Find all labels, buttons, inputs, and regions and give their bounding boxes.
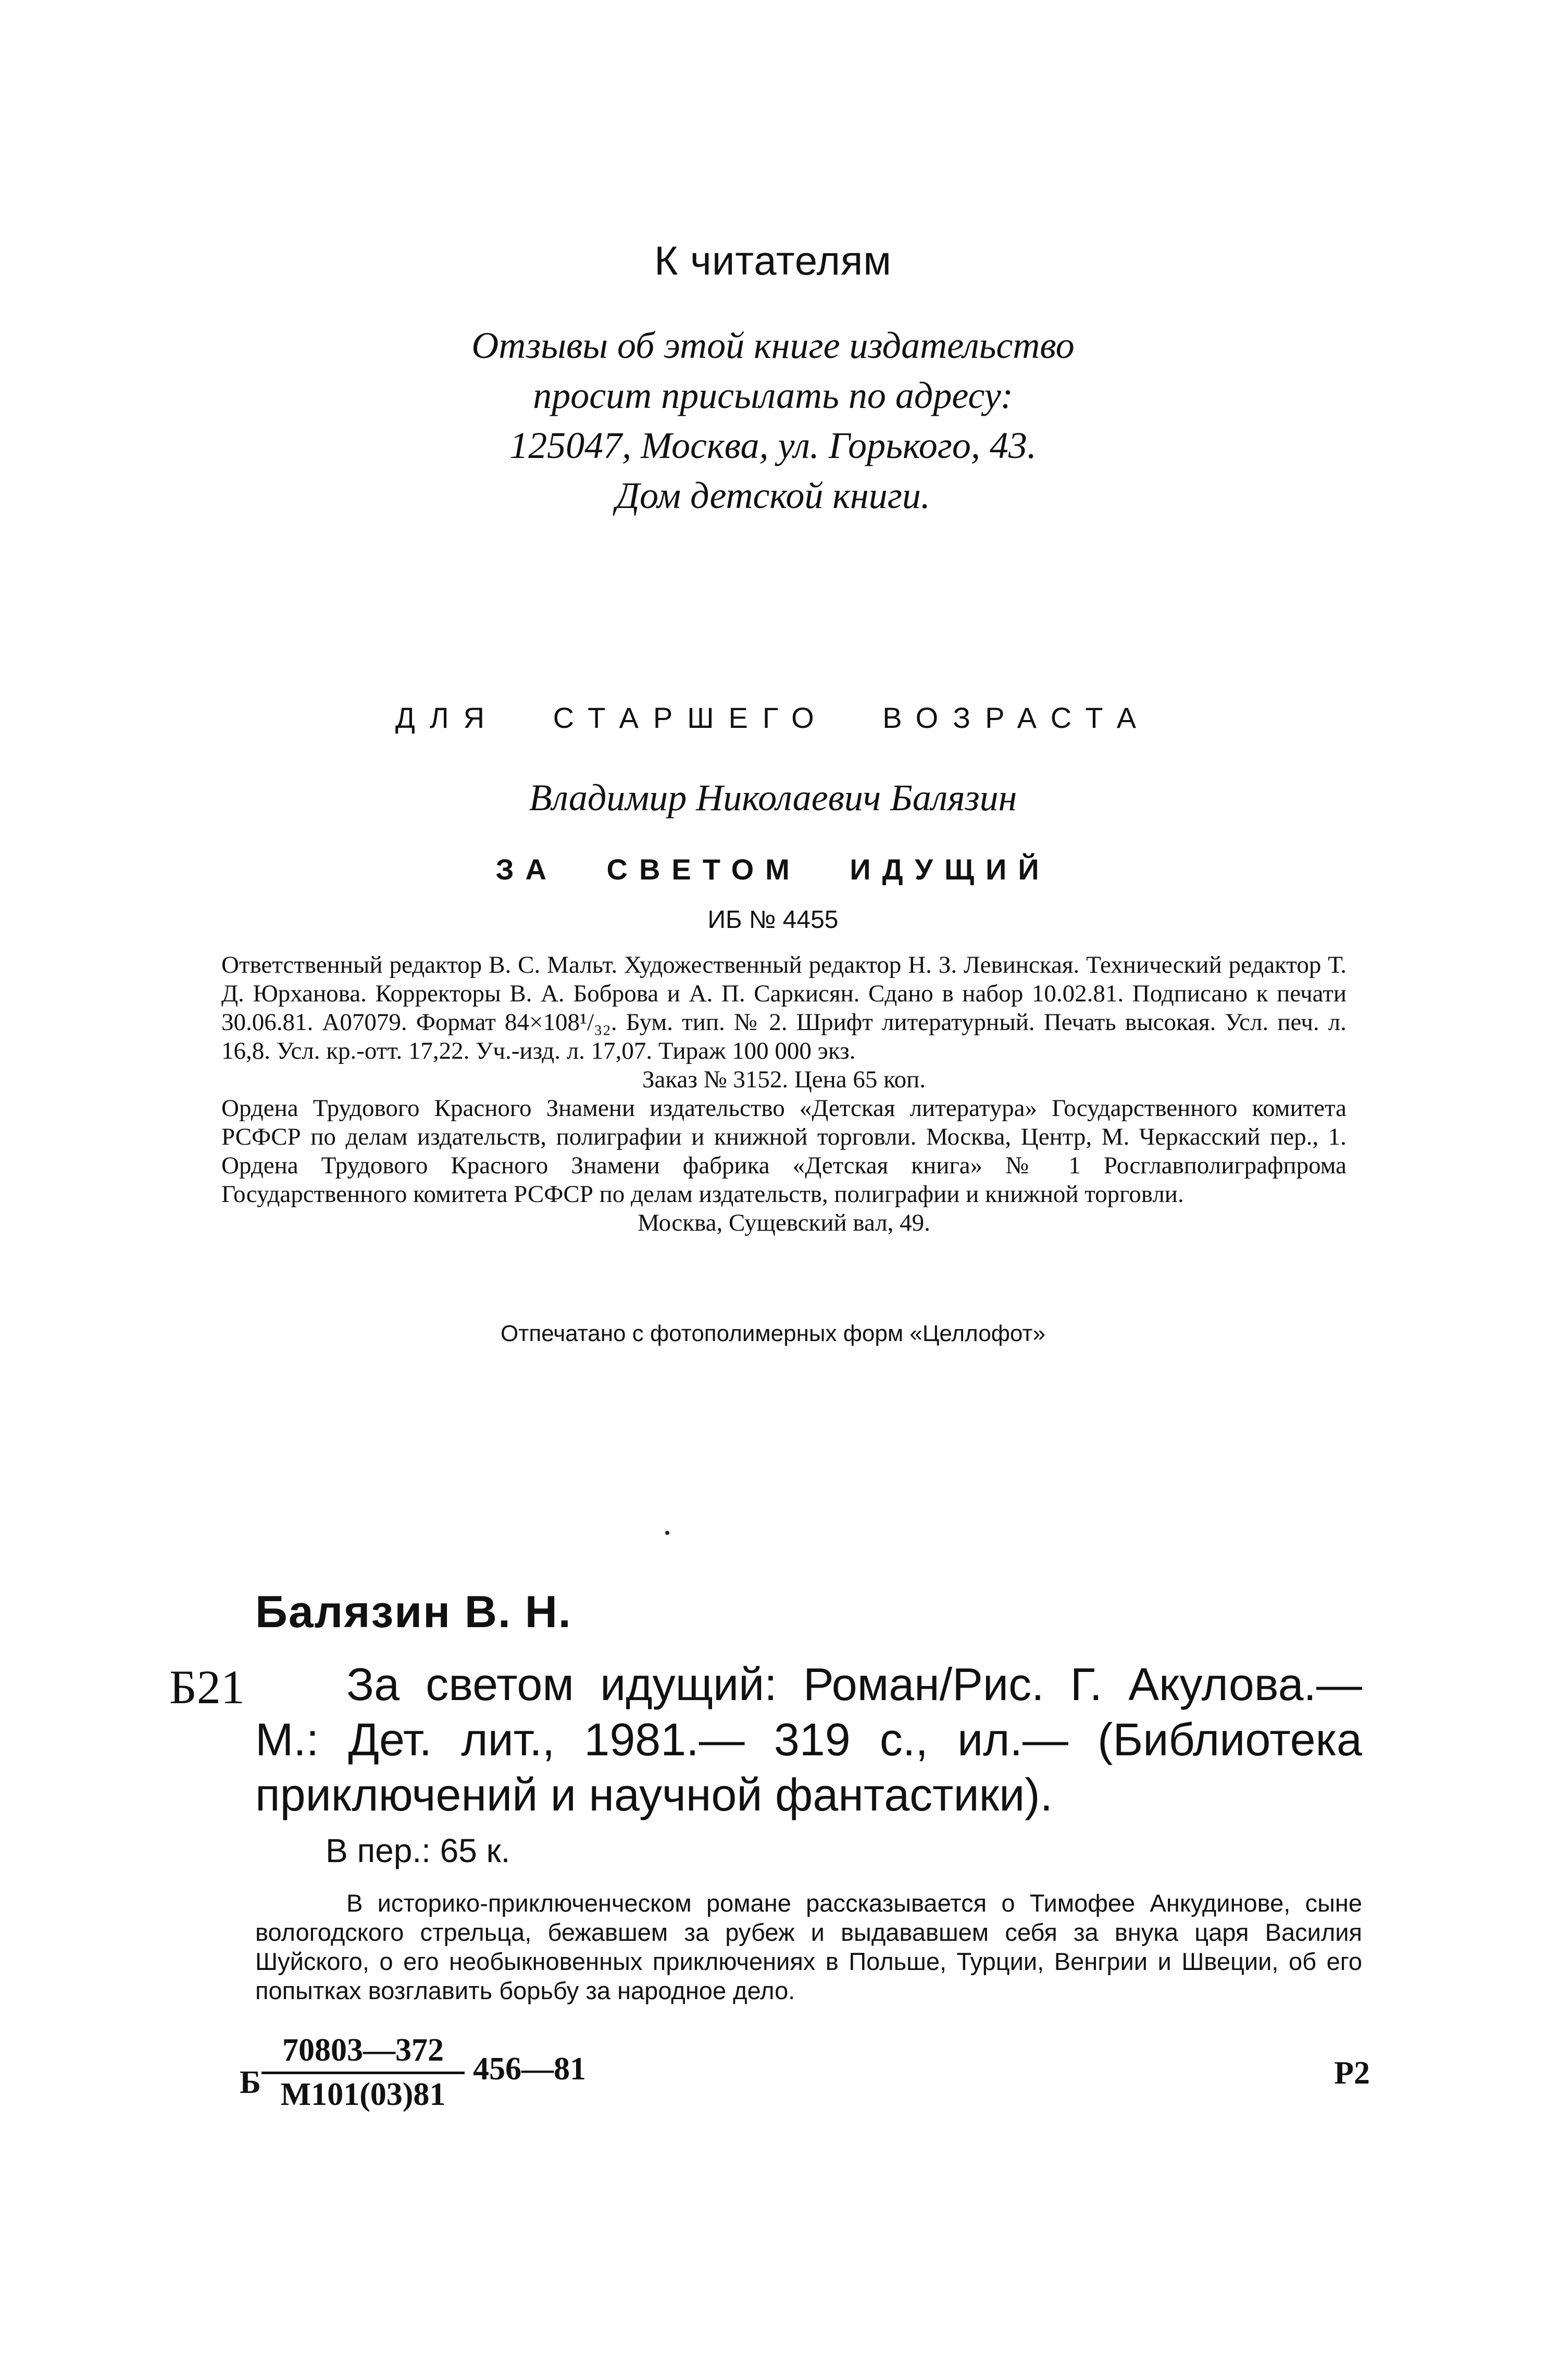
formula-code: 456—81 <box>473 2051 586 2087</box>
catalog-price: В пер.: 65 к. <box>326 1832 510 1869</box>
index-formula <box>240 2032 1370 2136</box>
catalog-index: Б21 <box>169 1660 245 1714</box>
imprint-staff: Ответственный редактор В. С. Мальт. Художественный редактор Н. З. Левинская. Технический редактор Т. Д. Юрханова. Корректоры В. А. Боброва и А. П. Саркисян. Сдано в набор 10.02.81. Подписано к печати 30.06.81. А07079. Формат 84×108¹/₃₂. Бум. тип. № 2. Шрифт литературный. Печать высокая. Усл. печ. л. 16,8. Усл. кр.-отт. 17,22. Уч.-изд. л. 17,07. Тираж 100 000 экз. <box>221 951 1346 1064</box>
ib-number: ИБ № 4455 <box>707 906 839 934</box>
formula-fraction <box>261 2032 465 2113</box>
book-title: ЗА СВЕТОМ ИДУЩИЙ <box>495 853 1051 886</box>
catalog-entry: За светом идущий: Роман/Рис. Г. Акулова.— М.: Дет. лит., 1981.— 319 с., ил.— (Библиотека приключений и научной фантастики). <box>255 1658 1362 1820</box>
catalog-annotation: В историко-приключенческом романе рассказывается о Тимофее Анкудинове, сыне вологодского стрельца, бежавшем за рубеж и выдававшем себя за внука царя Василия Шуйского, о его необыкновенных приключениях в Польше, Турции, Венгрии и Швеции, об его попытках возглавить борьбу за народное дело. <box>255 1889 1362 2004</box>
readers-title: К читателям <box>654 238 892 283</box>
age-group-label: ДЛЯ СТАРШЕГО ВОЗРАСТА <box>395 701 1151 734</box>
imprint-address: Москва, Сущевский вал, 49. <box>638 1209 930 1236</box>
readers-notice-line: 125047, Москва, ул. Горького, 43. <box>509 425 1037 466</box>
fraction-bar <box>261 2072 465 2074</box>
formula-classification: Р2 <box>1334 2055 1370 2091</box>
readers-notice-line: Дом детской книги. <box>616 475 930 516</box>
imprint-publisher: Ордена Трудового Красного Знамени издательство «Детская литература» Государственного комитета РСФСР по делам издательств, полиграфии и книжной торговли. Москва, Центр, М. Черкасский пер., 1. Ордена Трудового Красного Знамени фабрика «Детская книга» № 1 Росглавполиграфпрома Государственного комитета РСФСР по делам издательств, полиграфии и книжной торговли. <box>221 1095 1346 1208</box>
readers-notice <box>0 320 1546 520</box>
dot-mark <box>665 1531 669 1535</box>
formula-numerator: 70803—372 <box>282 2032 444 2068</box>
readers-notice-line: просит присылать по адресу: <box>533 375 1013 416</box>
readers-notice-line: Отзывы об этой книге издательство <box>471 325 1075 366</box>
imprint-block <box>221 951 1346 1237</box>
printed-note: Отпечатано с фотополимерных форм «Целлофот» <box>500 1321 1046 1346</box>
formula-letter: Б <box>240 2065 261 2100</box>
formula-denominator: М101(03)81 <box>280 2077 446 2112</box>
imprint-order: Заказ № 3152. Цена 65 коп. <box>642 1066 926 1093</box>
catalog-author: Балязин В. Н. <box>255 1587 572 1637</box>
author-full-name: Владимир Николаевич Балязин <box>529 777 1017 819</box>
